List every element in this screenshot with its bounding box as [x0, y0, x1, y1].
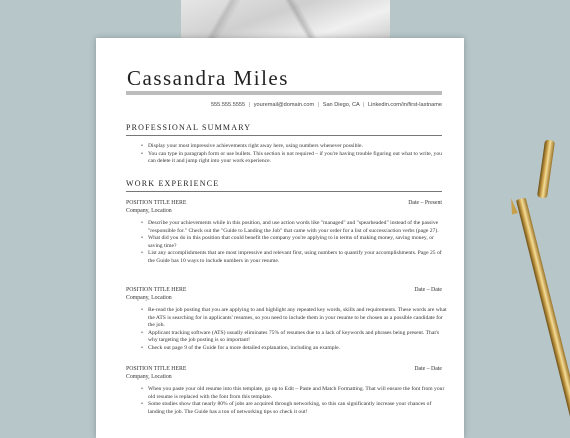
job-date: Date – Date — [414, 366, 442, 372]
list-item: • Some studies show that nearly 80% of jobs are acquired through networking, so this can significantly increase your chances of landing the job. The Guide has a ton of networking tips so check it out! — [148, 401, 448, 416]
job-position: POSITION TITLE HERE — [126, 366, 187, 372]
contact-separator: | — [248, 102, 251, 108]
resume-name: Cassandra Miles — [127, 66, 289, 90]
list-item: • Describe your achievements while in this position, and use action words like "managed" and "spearheaded" instead of the passive "responsible for." Check out the "Guide to Landing the Job" that came with your order for a list of success/action verbs (page 27). — [148, 220, 448, 235]
contact-separator: | — [362, 102, 365, 108]
list-item: • List any accomplishments that are most impressive and relevant first, using numbers to quantify your accomplishments. Page 25 of the Guide has 10 ways to include numbers in your resume. — [148, 250, 448, 265]
gold-pen — [516, 198, 570, 428]
job-date: Date – Date — [414, 287, 442, 293]
summary-heading: PROFESSIONAL SUMMARY — [126, 123, 252, 132]
contact-email: youremail@domain.com — [253, 102, 315, 108]
name-underline-bar — [126, 91, 442, 95]
summary-rule — [126, 135, 442, 136]
resume-page — [96, 38, 464, 438]
contact-phone: 555.555.5555 — [210, 102, 246, 108]
job-position: POSITION TITLE HERE — [126, 287, 187, 293]
experience-rule — [126, 191, 442, 192]
list-item: • Display your most impressive achievements right away here, using numbers whenever possible. — [148, 143, 448, 151]
job-bullets — [140, 220, 448, 266]
list-item: • What did you do in this position that could benefit the company you're applying to in terms of making money, saving money, or saving time? — [148, 235, 448, 250]
contact-line — [126, 102, 442, 108]
job-date: Date – Present — [408, 200, 442, 206]
job-header — [126, 200, 442, 206]
job-header — [126, 287, 442, 293]
job-position: POSITION TITLE HERE — [126, 200, 187, 206]
list-item: • Re-read the job posting that you are applying to and highlight any repeated key words, skills and requirements. These words are what the ATS is searching for in applicants' resumes, so you need to include them in your resume to be chosen as a possible candidate for the job. — [148, 307, 448, 330]
job-bullets — [140, 307, 448, 353]
list-item: • Check out page 9 of the Guide for a more detailed explanation, including an example. — [148, 345, 448, 353]
job-company: Company, Location — [126, 295, 172, 301]
list-item: • You can type in paragraph form or use bullets. This section is not required – if you're having trouble figuring out what to write, you can delete it and jump right into your work experience. — [148, 151, 448, 166]
job-company: Company, Location — [126, 208, 172, 214]
list-item: • Applicant tracking software (ATS) usually eliminates 75% of resumes due to a lack of keywords and phrases being present. That's why targeting the job posting is so important! — [148, 330, 448, 345]
summary-bullets — [140, 143, 448, 166]
job-header — [126, 366, 442, 372]
job-company: Company, Location — [126, 374, 172, 380]
contact-separator: | — [317, 102, 320, 108]
experience-heading: WORK EXPERIENCE — [126, 179, 220, 188]
list-item: • When you paste your old resume into this template, go up to Edit – Paste and Match Formatting. That will ensure the font from your old resume is replaced with the font from this template. — [148, 386, 448, 401]
contact-location: San Diego, CA — [322, 102, 360, 108]
job-bullets — [140, 386, 448, 416]
pen-cap — [537, 140, 555, 199]
contact-linkedin: Linkedin.com/in/first-lastname — [368, 102, 442, 108]
